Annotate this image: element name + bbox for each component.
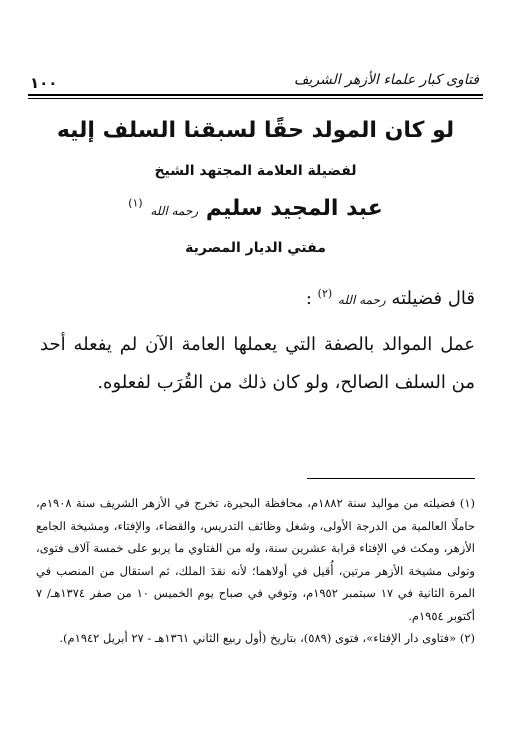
author-honorific: رحمه الله	[150, 204, 199, 218]
footnote-ref-1[interactable]: (١)	[128, 196, 143, 210]
page-number: ١٠٠	[30, 74, 58, 92]
body-paragraph: عمل الموالد بالصفة التي يعملها العامة الآن لم يفعله أحد من السلف الصالح، ولو كان ذلك من القُرَب لفعلوه.	[40, 334, 475, 393]
footnote-2: (٢) «فتاوى دار الإفتاء»، فتوى (٥٨٩)، بتاريخ (أول ربيع الثاني ١٣٦١هـ - ٢٧ أبريل ١٩٤٢م).	[59, 631, 475, 645]
intro-honorific: رحمه الله	[337, 293, 386, 307]
intro-text: قال فضيلته	[391, 288, 475, 309]
author-role: مفتي الديار المصرية	[185, 240, 326, 256]
header-rule	[28, 94, 483, 96]
article-subtitle: لفضيلة العلامة المجتهد الشيخ	[154, 163, 357, 179]
article-title: لو كان المولد حقًا لسبقنا السلف إليه	[56, 118, 455, 143]
author-line	[20, 196, 491, 221]
footnote-ref-2[interactable]: (٢)	[317, 287, 333, 300]
footnote-separator	[307, 478, 475, 479]
running-title: فتاوى كبار علماء الأزهر الشريف	[293, 72, 479, 88]
page-header	[28, 72, 483, 98]
intro-colon: :	[305, 288, 312, 309]
author-name: عبد المجيد سليم	[205, 196, 383, 221]
header-rule-thin	[28, 98, 483, 99]
footnote-1: (١) فضيلته من مواليد سنة ١٨٨٢م، محافظة البحيرة، تخرج في الأزهر الشريف سنة ١٩٠٨م، حاملًا العالمية من الدرجة الأولى، وشغل وظائف التدريس، والقضاء، والإفتاء، ومشيخة الجامع الأزهر، ومكث في الإفتاء قرابة عشرين سنة، وله من الفتاوي ما يربو على خمسة آلاف فتوى، وتولى مشيخة الأزهر مرتين، أُقيل في أولاهما؛ لأنه نقدَ الملك، ثم استقال من المنصب في المرة الثانية في ١٧ سبتمبر ١٩٥٢م، وتوفي في صباح يوم الخميس ١٠ من صفر ١٣٧٤هـ/ ٧ أكتوبر ١٩٥٤م.	[36, 496, 476, 623]
intro-line	[36, 287, 475, 309]
footnotes	[36, 492, 475, 650]
